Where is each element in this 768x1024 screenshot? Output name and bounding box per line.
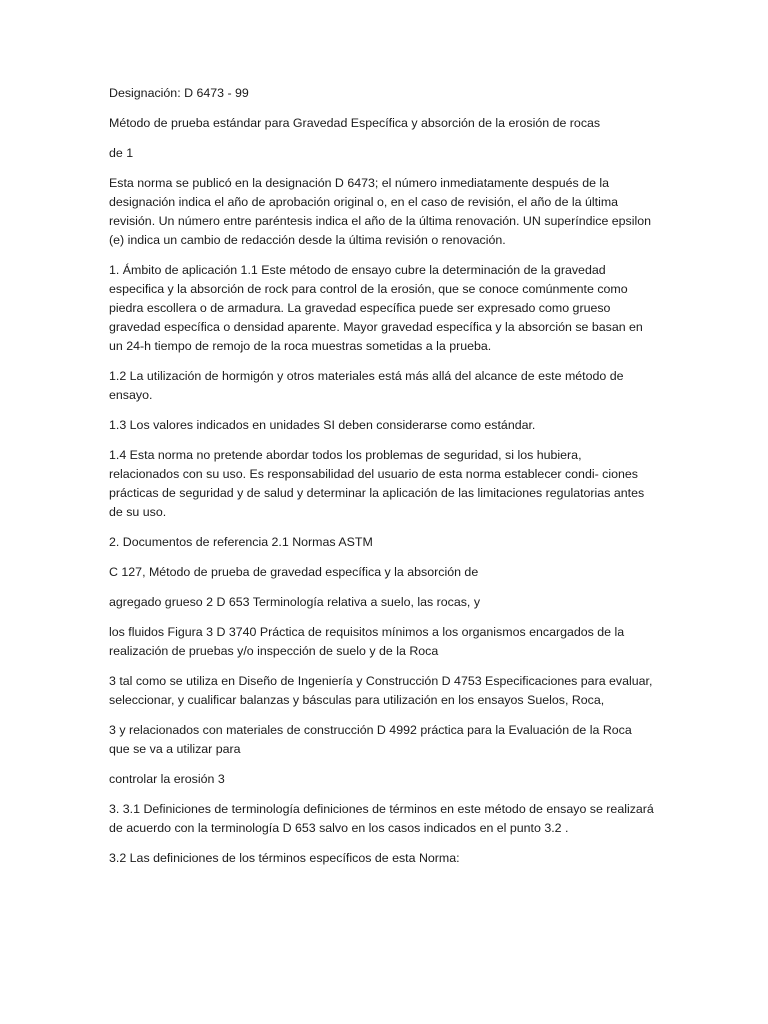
reference-d4753: 3 tal como se utiliza en Diseño de Ingeniería y Construcción D 4753 Especificaciones para evaluar, seleccionar, y cualificar balanzas y básculas para utilización en los ensayos Suelos, Roca, xyxy=(109,674,653,707)
reference-d3740: los fluidos Figura 3 D 3740 Práctica de requisitos mínimos a los organismos encargados de la realización de pruebas y/o inspección de suelo y de la Roca xyxy=(109,625,625,658)
section-2-heading: 2. Documentos de referencia 2.1 Normas ASTM xyxy=(109,535,373,549)
section-1-1-scope: 1. Ámbito de aplicación 1.1 Este método de ensayo cubre la determinación de la gravedad especifica y la absorción de rock para control de la erosión, que se conoce comúnmente como piedra escollera o de armadura. La gravedad específica puede ser expresado como grueso gravedad específica o densidad aparente. Mayor gravedad específica y la absorción se basan en un 24-h tiempo de remojo de la roca muestras sometidas a la prueba. xyxy=(109,263,643,353)
title-continuation: de 1 xyxy=(109,146,134,160)
publication-note: Esta norma se publicó en la designación D 6473; el número inmediatamente después de la designación indica el año de aprobación original o, en el caso de revisión, el año de la última revisión. Un número entre paréntesis indica el año de la última renovación. UN superíndice epsilon (e) indica un cambio de redacción desde la última revisión o renovación. xyxy=(109,176,652,247)
reference-d4992: 3 y relacionados con materiales de construcción D 4992 práctica para la Evaluación de la Roca que se va a utilizar para xyxy=(109,723,632,756)
reference-d653: agregado grueso 2 D 653 Terminología relativa a suelo, las rocas, y xyxy=(109,595,481,609)
reference-c127: C 127, Método de prueba de gravedad específica y la absorción de xyxy=(109,565,479,579)
section-1-2: 1.2 La utilización de hormigón y otros materiales está más allá del alcance de este método de ensayo. xyxy=(109,369,624,402)
section-1-4: 1.4 Esta norma no pretende abordar todos los problemas de seguridad, si los hubiera, relacionados con su uso. Es responsabilidad del usuario de esta norma establecer condi- ciones prácticas de seguridad y de salud y determinar la aplicación de las limitaciones regulatorias antes de su uso. xyxy=(109,448,645,519)
section-3-1-definitions: 3. 3.1 Definiciones de terminología definiciones de términos en este método de ensayo se realizará de acuerdo con la terminología D 653 salvo en los casos indicados en el punto 3.2 . xyxy=(109,802,654,835)
document-title: Método de prueba estándar para Gravedad Específica y absorción de la erosión de rocas xyxy=(109,116,601,130)
section-3-2-definitions: 3.2 Las definiciones de los términos específicos de esta Norma: xyxy=(109,851,460,865)
reference-erosion-control: controlar la erosión 3 xyxy=(109,772,225,786)
document-page xyxy=(109,84,654,879)
section-1-3: 1.3 Los valores indicados en unidades SI deben considerarse como estándar. xyxy=(109,418,536,432)
designation-line: Designación: D 6473 - 99 xyxy=(109,86,249,100)
